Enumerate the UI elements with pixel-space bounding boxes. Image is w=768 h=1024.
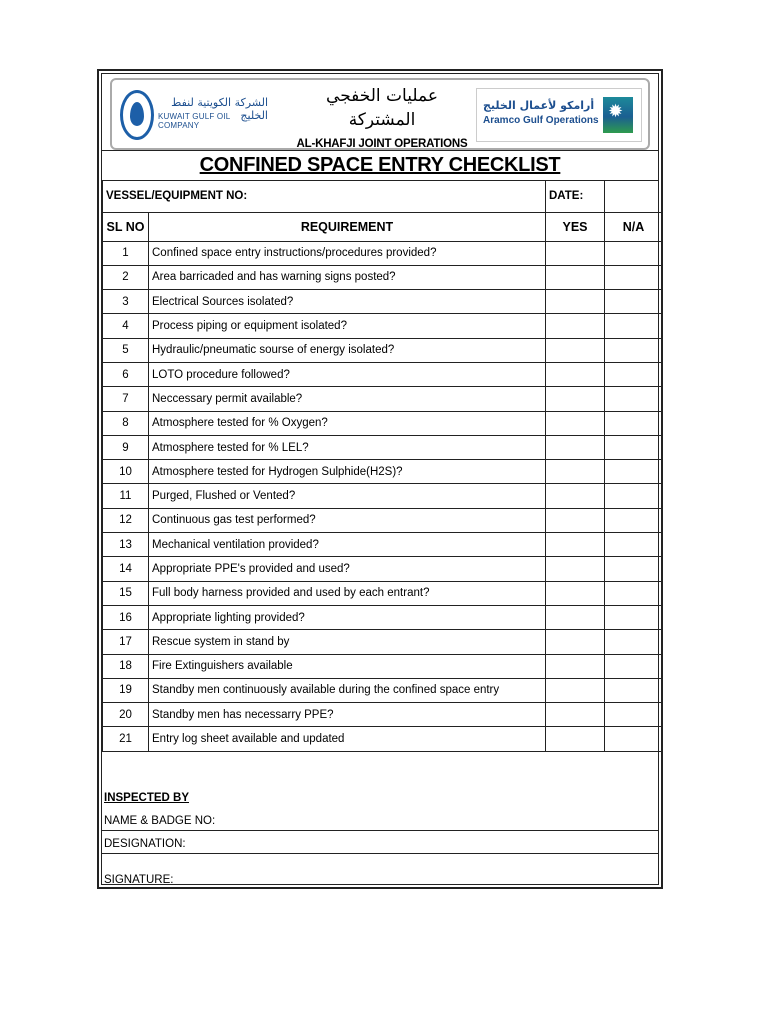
row-number: 18 bbox=[103, 654, 149, 678]
table-row bbox=[103, 605, 663, 629]
yes-checkbox-cell[interactable] bbox=[546, 533, 605, 557]
footer-divider bbox=[102, 853, 658, 854]
requirement-text: Purged, Flushed or Vented? bbox=[149, 484, 546, 508]
row-number: 11 bbox=[103, 484, 149, 508]
table-row bbox=[103, 290, 663, 314]
yes-checkbox-cell[interactable] bbox=[546, 362, 605, 386]
na-checkbox-cell[interactable] bbox=[605, 630, 663, 654]
requirement-text: Standby men continuously available during the confined space entry bbox=[149, 678, 546, 702]
vessel-label: VESSEL/EQUIPMENT NO: bbox=[103, 180, 546, 212]
designation-label: DESIGNATION: bbox=[104, 838, 186, 850]
table-row bbox=[103, 557, 663, 581]
yes-checkbox-cell[interactable] bbox=[546, 241, 605, 265]
na-checkbox-cell[interactable] bbox=[605, 362, 663, 386]
row-number: 9 bbox=[103, 435, 149, 459]
row-number: 4 bbox=[103, 314, 149, 338]
requirement-text: Atmosphere tested for % Oxygen? bbox=[149, 411, 546, 435]
requirement-text: LOTO procedure followed? bbox=[149, 362, 546, 386]
row-number: 21 bbox=[103, 727, 149, 751]
yes-checkbox-cell[interactable] bbox=[546, 460, 605, 484]
requirement-text: Appropriate PPE's provided and used? bbox=[149, 557, 546, 581]
table-row bbox=[103, 411, 663, 435]
requirement-text: Mechanical ventilation provided? bbox=[149, 533, 546, 557]
table-row bbox=[103, 435, 663, 459]
requirement-text: Hydraulic/pneumatic sourse of energy isolated? bbox=[149, 338, 546, 362]
table-row bbox=[103, 581, 663, 605]
row-number: 14 bbox=[103, 557, 149, 581]
row-number: 2 bbox=[103, 265, 149, 289]
table-row bbox=[103, 630, 663, 654]
aramco-english-name: Aramco Gulf Operations bbox=[483, 115, 599, 126]
na-checkbox-cell[interactable] bbox=[605, 508, 663, 532]
requirement-text: Entry log sheet available and updated bbox=[149, 727, 546, 751]
requirement-text: Fire Extinguishers available bbox=[149, 654, 546, 678]
requirement-text: Rescue system in stand by bbox=[149, 630, 546, 654]
row-number: 8 bbox=[103, 411, 149, 435]
title-row bbox=[102, 150, 658, 181]
khafji-title bbox=[292, 84, 472, 150]
checklist-table bbox=[102, 180, 663, 752]
table-row bbox=[103, 338, 663, 362]
row-number: 16 bbox=[103, 605, 149, 629]
yes-checkbox-cell[interactable] bbox=[546, 484, 605, 508]
date-value-cell[interactable] bbox=[605, 180, 663, 212]
table-row bbox=[103, 314, 663, 338]
na-checkbox-cell[interactable] bbox=[605, 460, 663, 484]
row-number: 6 bbox=[103, 362, 149, 386]
logo-banner bbox=[110, 78, 650, 150]
table-row bbox=[103, 265, 663, 289]
yes-checkbox-cell[interactable] bbox=[546, 435, 605, 459]
requirement-text: Confined space entry instructions/procedures provided? bbox=[149, 241, 546, 265]
page-title: CONFINED SPACE ENTRY CHECKLIST bbox=[199, 154, 561, 176]
table-row bbox=[103, 362, 663, 386]
inspected-by-label: INSPECTED BY bbox=[104, 792, 189, 804]
row-number: 17 bbox=[103, 630, 149, 654]
na-checkbox-cell[interactable] bbox=[605, 387, 663, 411]
sheet-inner-border bbox=[101, 73, 659, 885]
row-number: 3 bbox=[103, 290, 149, 314]
table-row bbox=[103, 654, 663, 678]
col-header-na: N/A bbox=[605, 212, 663, 241]
yes-checkbox-cell[interactable] bbox=[546, 703, 605, 727]
row-number: 7 bbox=[103, 387, 149, 411]
requirement-text: Full body harness provided and used by each entrant? bbox=[149, 581, 546, 605]
row-number: 20 bbox=[103, 703, 149, 727]
na-checkbox-cell[interactable] bbox=[605, 533, 663, 557]
na-checkbox-cell[interactable] bbox=[605, 654, 663, 678]
khafji-arabic-name: عمليات الخفجي المشتركة bbox=[326, 86, 438, 130]
oil-drop-icon bbox=[130, 102, 144, 126]
row-number: 13 bbox=[103, 533, 149, 557]
yes-checkbox-cell[interactable] bbox=[546, 581, 605, 605]
col-header-sl: SL NO bbox=[103, 212, 149, 241]
yes-checkbox-cell[interactable] bbox=[546, 338, 605, 362]
yes-checkbox-cell[interactable] bbox=[546, 411, 605, 435]
aramco-arabic-name: أرامكو لأعمال الخليج bbox=[483, 99, 595, 112]
row-number: 10 bbox=[103, 460, 149, 484]
date-label: DATE: bbox=[546, 180, 605, 212]
na-checkbox-cell[interactable] bbox=[605, 605, 663, 629]
requirement-text: Atmosphere tested for % LEL? bbox=[149, 435, 546, 459]
kgoc-logo bbox=[118, 86, 268, 142]
inspection-footer bbox=[102, 772, 658, 884]
vessel-row bbox=[103, 180, 663, 212]
yes-checkbox-cell[interactable] bbox=[546, 630, 605, 654]
requirement-text: Standby men has necessarry PPE? bbox=[149, 703, 546, 727]
na-checkbox-cell[interactable] bbox=[605, 557, 663, 581]
yes-checkbox-cell[interactable] bbox=[546, 265, 605, 289]
requirement-text: Electrical Sources isolated? bbox=[149, 290, 546, 314]
requirement-text: Process piping or equipment isolated? bbox=[149, 314, 546, 338]
yes-checkbox-cell[interactable] bbox=[546, 508, 605, 532]
na-checkbox-cell[interactable] bbox=[605, 265, 663, 289]
table-row bbox=[103, 727, 663, 751]
row-number: 1 bbox=[103, 241, 149, 265]
kgoc-arabic-name: الشركة الكويتية لنفط الخليج bbox=[171, 96, 268, 122]
yes-checkbox-cell[interactable] bbox=[546, 605, 605, 629]
table-row bbox=[103, 703, 663, 727]
footer-divider bbox=[102, 830, 658, 831]
na-checkbox-cell[interactable] bbox=[605, 290, 663, 314]
row-number: 5 bbox=[103, 338, 149, 362]
requirement-text: Appropriate lighting provided? bbox=[149, 605, 546, 629]
kgoc-english-name: KUWAIT GULF OIL COMPANY bbox=[158, 112, 231, 130]
name-badge-label: NAME & BADGE NO: bbox=[104, 815, 216, 827]
table-row bbox=[103, 460, 663, 484]
requirement-text: Neccessary permit available? bbox=[149, 387, 546, 411]
khafji-english-name: AL-KHAFJI JOINT OPERATIONS bbox=[296, 138, 468, 150]
na-checkbox-cell[interactable] bbox=[605, 338, 663, 362]
requirement-text: Atmosphere tested for Hydrogen Sulphide(H2S)? bbox=[149, 460, 546, 484]
table-row bbox=[103, 387, 663, 411]
table-row bbox=[103, 508, 663, 532]
requirement-text: Continuous gas test performed? bbox=[149, 508, 546, 532]
table-row bbox=[103, 241, 663, 265]
row-number: 12 bbox=[103, 508, 149, 532]
yes-checkbox-cell[interactable] bbox=[546, 557, 605, 581]
column-header-row bbox=[103, 212, 663, 241]
col-header-yes: YES bbox=[546, 212, 605, 241]
yes-checkbox-cell[interactable] bbox=[546, 727, 605, 751]
col-header-requirement: REQUIREMENT bbox=[149, 212, 546, 241]
yes-checkbox-cell[interactable] bbox=[546, 654, 605, 678]
na-checkbox-cell[interactable] bbox=[605, 484, 663, 508]
table-row bbox=[103, 484, 663, 508]
na-checkbox-cell[interactable] bbox=[605, 241, 663, 265]
yes-checkbox-cell[interactable] bbox=[546, 314, 605, 338]
yes-checkbox-cell[interactable] bbox=[546, 387, 605, 411]
letterhead bbox=[102, 74, 658, 151]
na-checkbox-cell[interactable] bbox=[605, 703, 663, 727]
na-checkbox-cell[interactable] bbox=[605, 678, 663, 702]
aramco-star-icon bbox=[603, 97, 633, 133]
table-row bbox=[103, 678, 663, 702]
row-number: 19 bbox=[103, 678, 149, 702]
aramco-logo bbox=[476, 88, 642, 142]
signature-label: SIGNATURE: bbox=[104, 874, 174, 886]
na-checkbox-cell[interactable] bbox=[605, 411, 663, 435]
na-checkbox-cell[interactable] bbox=[605, 727, 663, 751]
na-checkbox-cell[interactable] bbox=[605, 435, 663, 459]
checklist-sheet bbox=[97, 69, 663, 889]
table-row bbox=[103, 533, 663, 557]
requirement-text: Area barricaded and has warning signs posted? bbox=[149, 265, 546, 289]
row-number: 15 bbox=[103, 581, 149, 605]
yes-checkbox-cell[interactable] bbox=[546, 678, 605, 702]
na-checkbox-cell[interactable] bbox=[605, 581, 663, 605]
na-checkbox-cell[interactable] bbox=[605, 314, 663, 338]
yes-checkbox-cell[interactable] bbox=[546, 290, 605, 314]
